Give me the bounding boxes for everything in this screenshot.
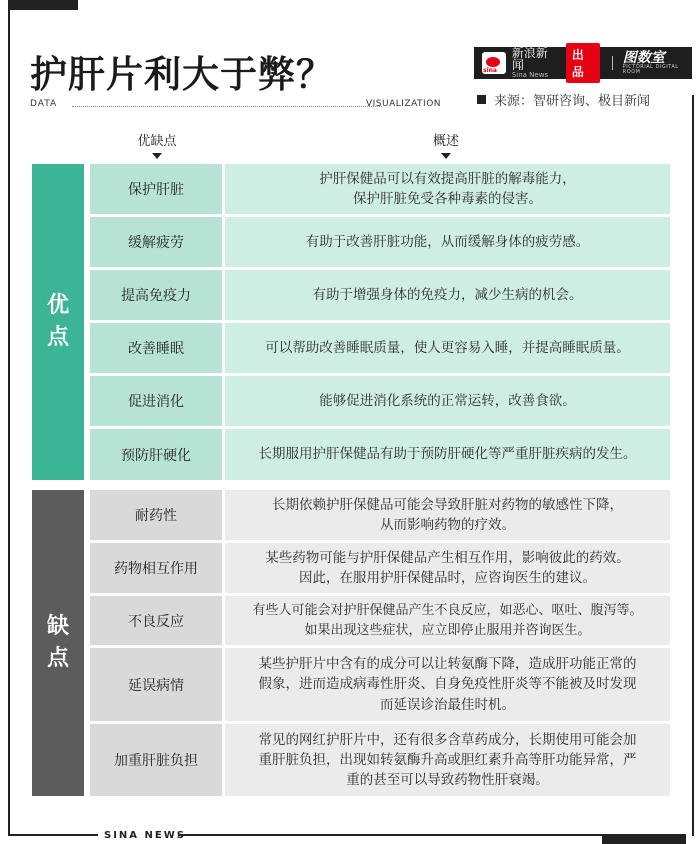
table-row	[90, 429, 670, 480]
cons-label-char: 缺	[46, 614, 69, 640]
caret-down-icon	[152, 153, 162, 159]
con-name: 药物相互作用	[90, 543, 222, 593]
pro-name: 缓解疲劳	[90, 217, 222, 267]
con-name: 不良反应	[90, 596, 222, 645]
source-note	[477, 90, 650, 109]
sina-logo-text: sina	[483, 67, 497, 74]
dotted-divider	[72, 106, 382, 107]
pros-section-label	[32, 164, 84, 480]
footer-brand: SINA NEWS	[104, 830, 186, 841]
pros-label-char: 优	[46, 293, 69, 319]
cons-section-label	[32, 490, 84, 796]
pro-name: 保护肝脏	[90, 164, 222, 214]
data-label: DATA	[30, 99, 58, 109]
pro-name: 提高免疫力	[90, 270, 222, 320]
brand-names	[512, 47, 556, 80]
table-row	[90, 648, 670, 721]
brand-name-cn: 新浪新闻	[511, 45, 548, 73]
table-row	[90, 543, 670, 593]
con-name: 耐药性	[90, 490, 222, 540]
square-bullet-icon	[477, 95, 486, 104]
column-logo	[623, 51, 692, 75]
table-row	[90, 217, 670, 267]
pro-desc: 能够促进消化系统的正常运转，改善食欲。	[225, 376, 670, 426]
brand-name-en: Sina News	[511, 70, 549, 79]
pros-label-char: 点	[46, 325, 69, 350]
con-name: 延误病情	[90, 648, 222, 721]
visualization-label: VISUALIZATION	[366, 99, 442, 109]
con-desc: 长期依赖护肝保健品可能会导致肝脏对药物的敏感性下降， 从而影响药物的疗效。	[225, 490, 670, 540]
brand-divider	[612, 56, 613, 70]
page-title: 护肝片利大于弊？	[30, 53, 334, 96]
con-desc: 某些护肝片中含有的成分可以让转氨酶下降，造成肝功能正常的 假象，进而造成病毒性肝炎、自身免疫性肝炎等不能被及时发现 而延误诊治最佳时机。	[225, 648, 670, 721]
table-row	[90, 323, 670, 373]
pro-name: 预防肝硬化	[90, 429, 222, 480]
frame-line-left	[8, 8, 10, 836]
con-desc: 有些人可能会对护肝保健品产生不良反应，如恶心、呕吐、腹泻等。 如果出现这些症状，应立即停止服用并咨询医生。	[225, 596, 670, 645]
frame-line-right	[692, 95, 694, 836]
pro-name: 改善睡眠	[90, 323, 222, 373]
cons-table	[90, 490, 670, 799]
table-row	[90, 270, 670, 320]
frame-line-bottom	[8, 834, 98, 836]
column-name-en: PICTORIAL DIGITAL ROOM	[622, 64, 679, 75]
table-row	[90, 724, 670, 796]
frame-line-bottom	[178, 834, 608, 836]
pro-desc: 护肝保健品可以有效提高肝脏的解毒能力， 保护肝脏免受各种毒素的侵害。	[225, 164, 670, 214]
frame-corner	[8, 0, 78, 10]
source-text: 来源：智研咨询、极目新闻	[494, 94, 651, 109]
con-desc: 某些药物可能与护肝保健品产生相互作用，影响彼此的药效。 因此，在服用护肝保健品时，应咨询医生的建议。	[225, 543, 670, 593]
column-header-desc-label: 概述	[432, 134, 459, 149]
meta-row	[30, 99, 440, 113]
table-row	[90, 376, 670, 426]
column-name-cn: 图数室	[622, 50, 665, 66]
pro-desc: 有助于增强身体的免疫力，减少生病的机会。	[225, 270, 670, 320]
table-row	[90, 164, 670, 214]
pro-desc: 可以帮助改善睡眠质量，使人更容易入睡，并提高睡眠质量。	[225, 323, 670, 373]
column-header-name	[114, 130, 200, 159]
brand-bar	[474, 47, 692, 79]
sina-logo-icon	[482, 52, 506, 74]
pro-name: 促进消化	[90, 376, 222, 426]
cons-label-char: 点	[46, 646, 69, 671]
pro-desc: 长期服用护肝保健品有助于预防肝硬化等严重肝脏疾病的发生。	[225, 429, 670, 480]
con-name: 加重肝脏负担	[90, 724, 222, 796]
con-desc: 常见的网红护肝片中，还有很多含草药成分，长期使用可能会加 重肝脏负担，出现如转氨酶升高或胆红素升高等肝功能异常，严 重的甚至可以导致药物性肝衰竭。	[225, 724, 670, 796]
pros-table	[90, 164, 670, 483]
frame-corner	[602, 834, 686, 844]
column-header-desc	[406, 130, 486, 159]
brand-tag: 出品	[566, 43, 600, 83]
table-row	[90, 490, 670, 540]
table-row	[90, 596, 670, 645]
caret-down-icon	[441, 153, 451, 159]
column-header-name-label: 优缺点	[137, 134, 177, 149]
pro-desc: 有助于改善肝脏功能，从而缓解身体的疲劳感。	[225, 217, 670, 267]
